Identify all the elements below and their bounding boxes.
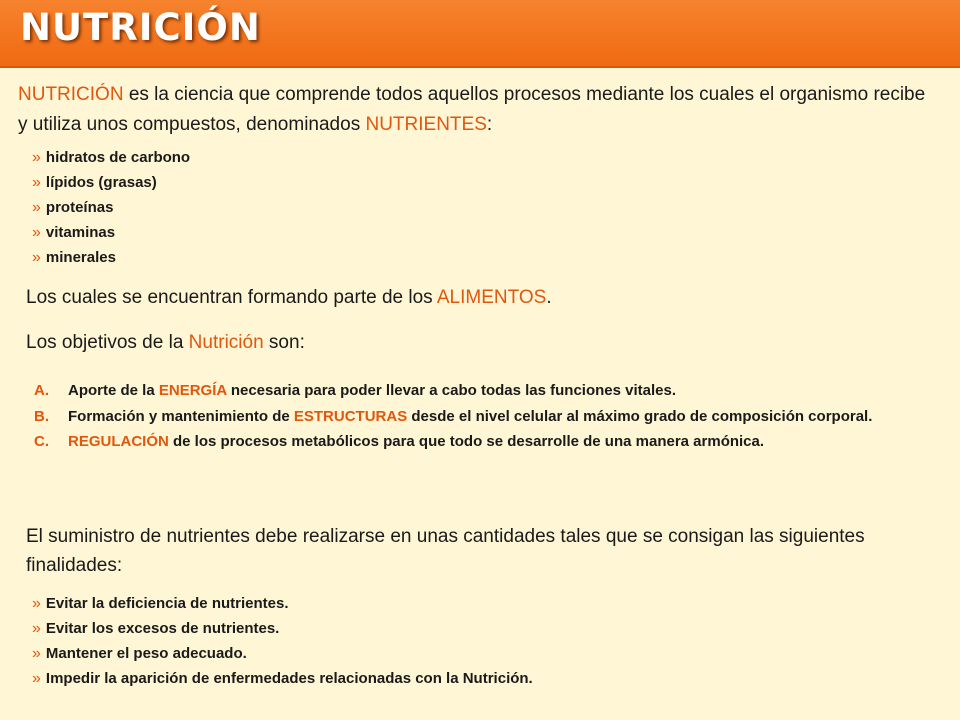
nutrients-list	[32, 145, 190, 270]
alimentos-text-end: .	[546, 287, 552, 308]
objective-text: Aporte de la	[68, 382, 159, 399]
objective-item	[34, 404, 904, 430]
intro-paragraph	[18, 80, 938, 140]
objective-text-end: necesaria para poder llevar a cabo todas las funciones vitales.	[226, 382, 677, 399]
intro-text-end: :	[486, 114, 493, 135]
objetivos-text-end: son:	[263, 332, 305, 353]
alimentos-paragraph	[26, 283, 552, 312]
objective-letter: B.	[34, 407, 49, 425]
list-item	[32, 616, 533, 641]
title-bar	[0, 0, 960, 68]
alimentos-highlight: ALIMENTOS	[436, 287, 547, 308]
list-item-label: minerales	[45, 249, 116, 266]
chevron-bullet-icon: »	[32, 670, 41, 687]
intro-term: NUTRICIÓN	[18, 84, 124, 105]
objective-highlight: REGULACIÓN	[68, 433, 169, 450]
intro-text: es la ciencia que comprende todos aquellos procesos mediante los cuales el organismo recibe y utiliza unos compuestos, denominados	[18, 84, 926, 135]
objective-letter: A.	[34, 382, 49, 399]
chevron-bullet-icon: »	[32, 620, 41, 637]
objetivos-highlight: Nutrición	[188, 332, 264, 353]
list-item	[32, 195, 190, 220]
list-item	[32, 145, 190, 170]
objetivos-paragraph	[26, 328, 305, 357]
chevron-bullet-icon: »	[32, 224, 41, 241]
objective-text: Formación y mantenimiento de	[68, 407, 294, 425]
list-item	[32, 220, 190, 245]
list-item-label: vitaminas	[45, 224, 116, 241]
chevron-bullet-icon: »	[32, 149, 41, 166]
objective-text-end: desde el nivel celular al máximo grado de composición corporal.	[407, 407, 873, 425]
list-item-label: Impedir la aparición de enfermedades relacionadas con la Nutrición.	[45, 670, 533, 687]
suministro-paragraph: El suministro de nutrientes debe realizarse en unas cantidades tales que se consigan las siguientes finalidades:	[26, 526, 865, 576]
alimentos-text: Los cuales se encuentran formando parte de los	[26, 287, 437, 308]
list-item-label: hidratos de carbono	[45, 149, 191, 166]
objectives-list	[34, 378, 904, 455]
page-title: NUTRICIÓN	[20, 6, 261, 49]
list-item-label: proteínas	[45, 199, 114, 216]
list-item	[32, 170, 190, 195]
list-item-label: Evitar los excesos de nutrientes.	[45, 620, 280, 637]
objetivos-text: Los objetivos de la	[26, 332, 189, 353]
list-item	[32, 245, 190, 270]
chevron-bullet-icon: »	[32, 199, 41, 216]
objective-item	[34, 429, 904, 455]
objective-text-end: de los procesos metabólicos para que todo se desarrolle de una manera armónica.	[168, 433, 765, 450]
list-item-label: lípidos (grasas)	[45, 174, 157, 191]
finalidades-list	[32, 591, 533, 691]
list-item-label: Mantener el peso adecuado.	[45, 645, 247, 662]
objective-letter: C.	[34, 433, 49, 450]
list-item	[32, 591, 533, 616]
objective-item	[34, 378, 904, 404]
list-item-label: Evitar la deficiencia de nutrientes.	[45, 595, 289, 612]
intro-highlight: NUTRIENTES	[365, 114, 487, 135]
chevron-bullet-icon: »	[32, 645, 41, 662]
list-item	[32, 641, 533, 666]
chevron-bullet-icon: »	[32, 249, 41, 266]
chevron-bullet-icon: »	[32, 174, 41, 191]
chevron-bullet-icon: »	[32, 595, 41, 612]
objective-highlight: ESTRUCTURAS	[293, 407, 408, 425]
list-item	[32, 666, 533, 691]
objective-highlight: ENERGÍA	[158, 382, 227, 399]
